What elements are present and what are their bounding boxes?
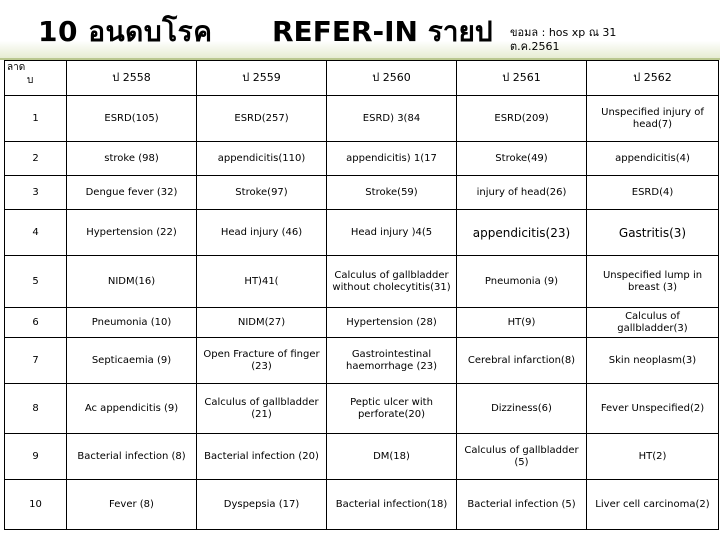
diagnosis-cell: Stroke(97)	[197, 176, 327, 210]
diagnosis-cell: Calculus of gallbladder(3)	[587, 308, 719, 338]
diagnosis-cell: Skin neoplasm(3)	[587, 338, 719, 384]
year-header: ป 2560	[327, 61, 457, 96]
diagnosis-cell: Liver cell carcinoma(2)	[587, 480, 719, 530]
diagnosis-cell: ESRD(209)	[457, 96, 587, 142]
diagnosis-cell: Bacterial infection (5)	[457, 480, 587, 530]
refer-in-table	[4, 60, 719, 530]
rank-cell: 10	[5, 480, 67, 530]
source-line-1: ขอมล : hos xp ณ 31	[510, 26, 617, 39]
source-line-2: ต.ค.2561	[510, 40, 560, 53]
year-header: ป 2559	[197, 61, 327, 96]
year-header: ป 2561	[457, 61, 587, 96]
diagnosis-cell: NIDM(16)	[67, 256, 197, 308]
diagnosis-cell: Dizziness(6)	[457, 384, 587, 434]
diagnosis-cell: appendicitis(23)	[457, 210, 587, 256]
table-row	[5, 142, 719, 176]
page-subtitle: REFER-IN รายป	[272, 15, 493, 48]
rank-cell: 7	[5, 338, 67, 384]
diagnosis-cell: Cerebral infarction(8)	[457, 338, 587, 384]
diagnosis-cell: Unspecified injury of head(7)	[587, 96, 719, 142]
diagnosis-cell: DM(18)	[327, 434, 457, 480]
rank-cell: 1	[5, 96, 67, 142]
diagnosis-cell: Bacterial infection (8)	[67, 434, 197, 480]
diagnosis-cell: Stroke(49)	[457, 142, 587, 176]
rank-cell: 9	[5, 434, 67, 480]
year-header: ป 2562	[587, 61, 719, 96]
title-bar	[0, 0, 720, 60]
diagnosis-cell: ESRD(4)	[587, 176, 719, 210]
rank-header-line-1: ลาด	[7, 62, 26, 73]
table-row	[5, 308, 719, 338]
diagnosis-cell: Ac appendicitis (9)	[67, 384, 197, 434]
table-row	[5, 176, 719, 210]
table-row	[5, 210, 719, 256]
page-title: 10 อนดบโรค	[38, 15, 213, 48]
table-row	[5, 96, 719, 142]
diagnosis-cell: HT)41(	[197, 256, 327, 308]
diagnosis-cell: injury of head(26)	[457, 176, 587, 210]
table-header-row	[5, 61, 719, 96]
rank-cell: 8	[5, 384, 67, 434]
diagnosis-cell: Fever Unspecified(2)	[587, 384, 719, 434]
table-row	[5, 384, 719, 434]
diagnosis-cell: Hypertension (28)	[327, 308, 457, 338]
table-row	[5, 480, 719, 530]
diagnosis-cell: stroke (98)	[67, 142, 197, 176]
diagnosis-cell: Septicaemia (9)	[67, 338, 197, 384]
rank-column-header	[5, 61, 67, 96]
diagnosis-cell: HT(2)	[587, 434, 719, 480]
diagnosis-cell: Peptic ulcer with perforate(20)	[327, 384, 457, 434]
table-row	[5, 434, 719, 480]
diagnosis-cell: Calculus of gallbladder (21)	[197, 384, 327, 434]
rank-cell: 4	[5, 210, 67, 256]
diagnosis-cell: appendicitis(4)	[587, 142, 719, 176]
diagnosis-cell: Hypertension (22)	[67, 210, 197, 256]
source-note	[510, 26, 680, 54]
diagnosis-cell: ESRD) 3(84	[327, 96, 457, 142]
diagnosis-cell: appendicitis(110)	[197, 142, 327, 176]
diagnosis-cell: Calculus of gallbladder (5)	[457, 434, 587, 480]
diagnosis-cell: Unspecified lump in breast (3)	[587, 256, 719, 308]
year-header: ป 2558	[67, 61, 197, 96]
diagnosis-cell: Calculus of gallbladder without cholecytitis(31)	[327, 256, 457, 308]
table-row	[5, 256, 719, 308]
rank-cell: 3	[5, 176, 67, 210]
diagnosis-cell: HT(9)	[457, 308, 587, 338]
diagnosis-cell: Bacterial infection(18)	[327, 480, 457, 530]
diagnosis-cell: NIDM(27)	[197, 308, 327, 338]
rank-cell: 6	[5, 308, 67, 338]
diagnosis-cell: Stroke(59)	[327, 176, 457, 210]
table-row	[5, 338, 719, 384]
diagnosis-cell: Fever (8)	[67, 480, 197, 530]
diagnosis-cell: appendicitis) 1(17	[327, 142, 457, 176]
rank-cell: 2	[5, 142, 67, 176]
diagnosis-cell: ESRD(257)	[197, 96, 327, 142]
rank-cell: 5	[5, 256, 67, 308]
diagnosis-cell: Pneumonia (10)	[67, 308, 197, 338]
rank-header-line-2: บ	[27, 75, 34, 86]
diagnosis-cell: Open Fracture of finger (23)	[197, 338, 327, 384]
diagnosis-cell: Bacterial infection (20)	[197, 434, 327, 480]
diagnosis-cell: ESRD(105)	[67, 96, 197, 142]
diagnosis-cell: Gastritis(3)	[587, 210, 719, 256]
diagnosis-cell: Dyspepsia (17)	[197, 480, 327, 530]
diagnosis-cell: Gastrointestinal haemorrhage (23)	[327, 338, 457, 384]
diagnosis-cell: Head injury (46)	[197, 210, 327, 256]
diagnosis-cell: Dengue fever (32)	[67, 176, 197, 210]
diagnosis-cell: Pneumonia (9)	[457, 256, 587, 308]
diagnosis-cell: Head injury )4(5	[327, 210, 457, 256]
